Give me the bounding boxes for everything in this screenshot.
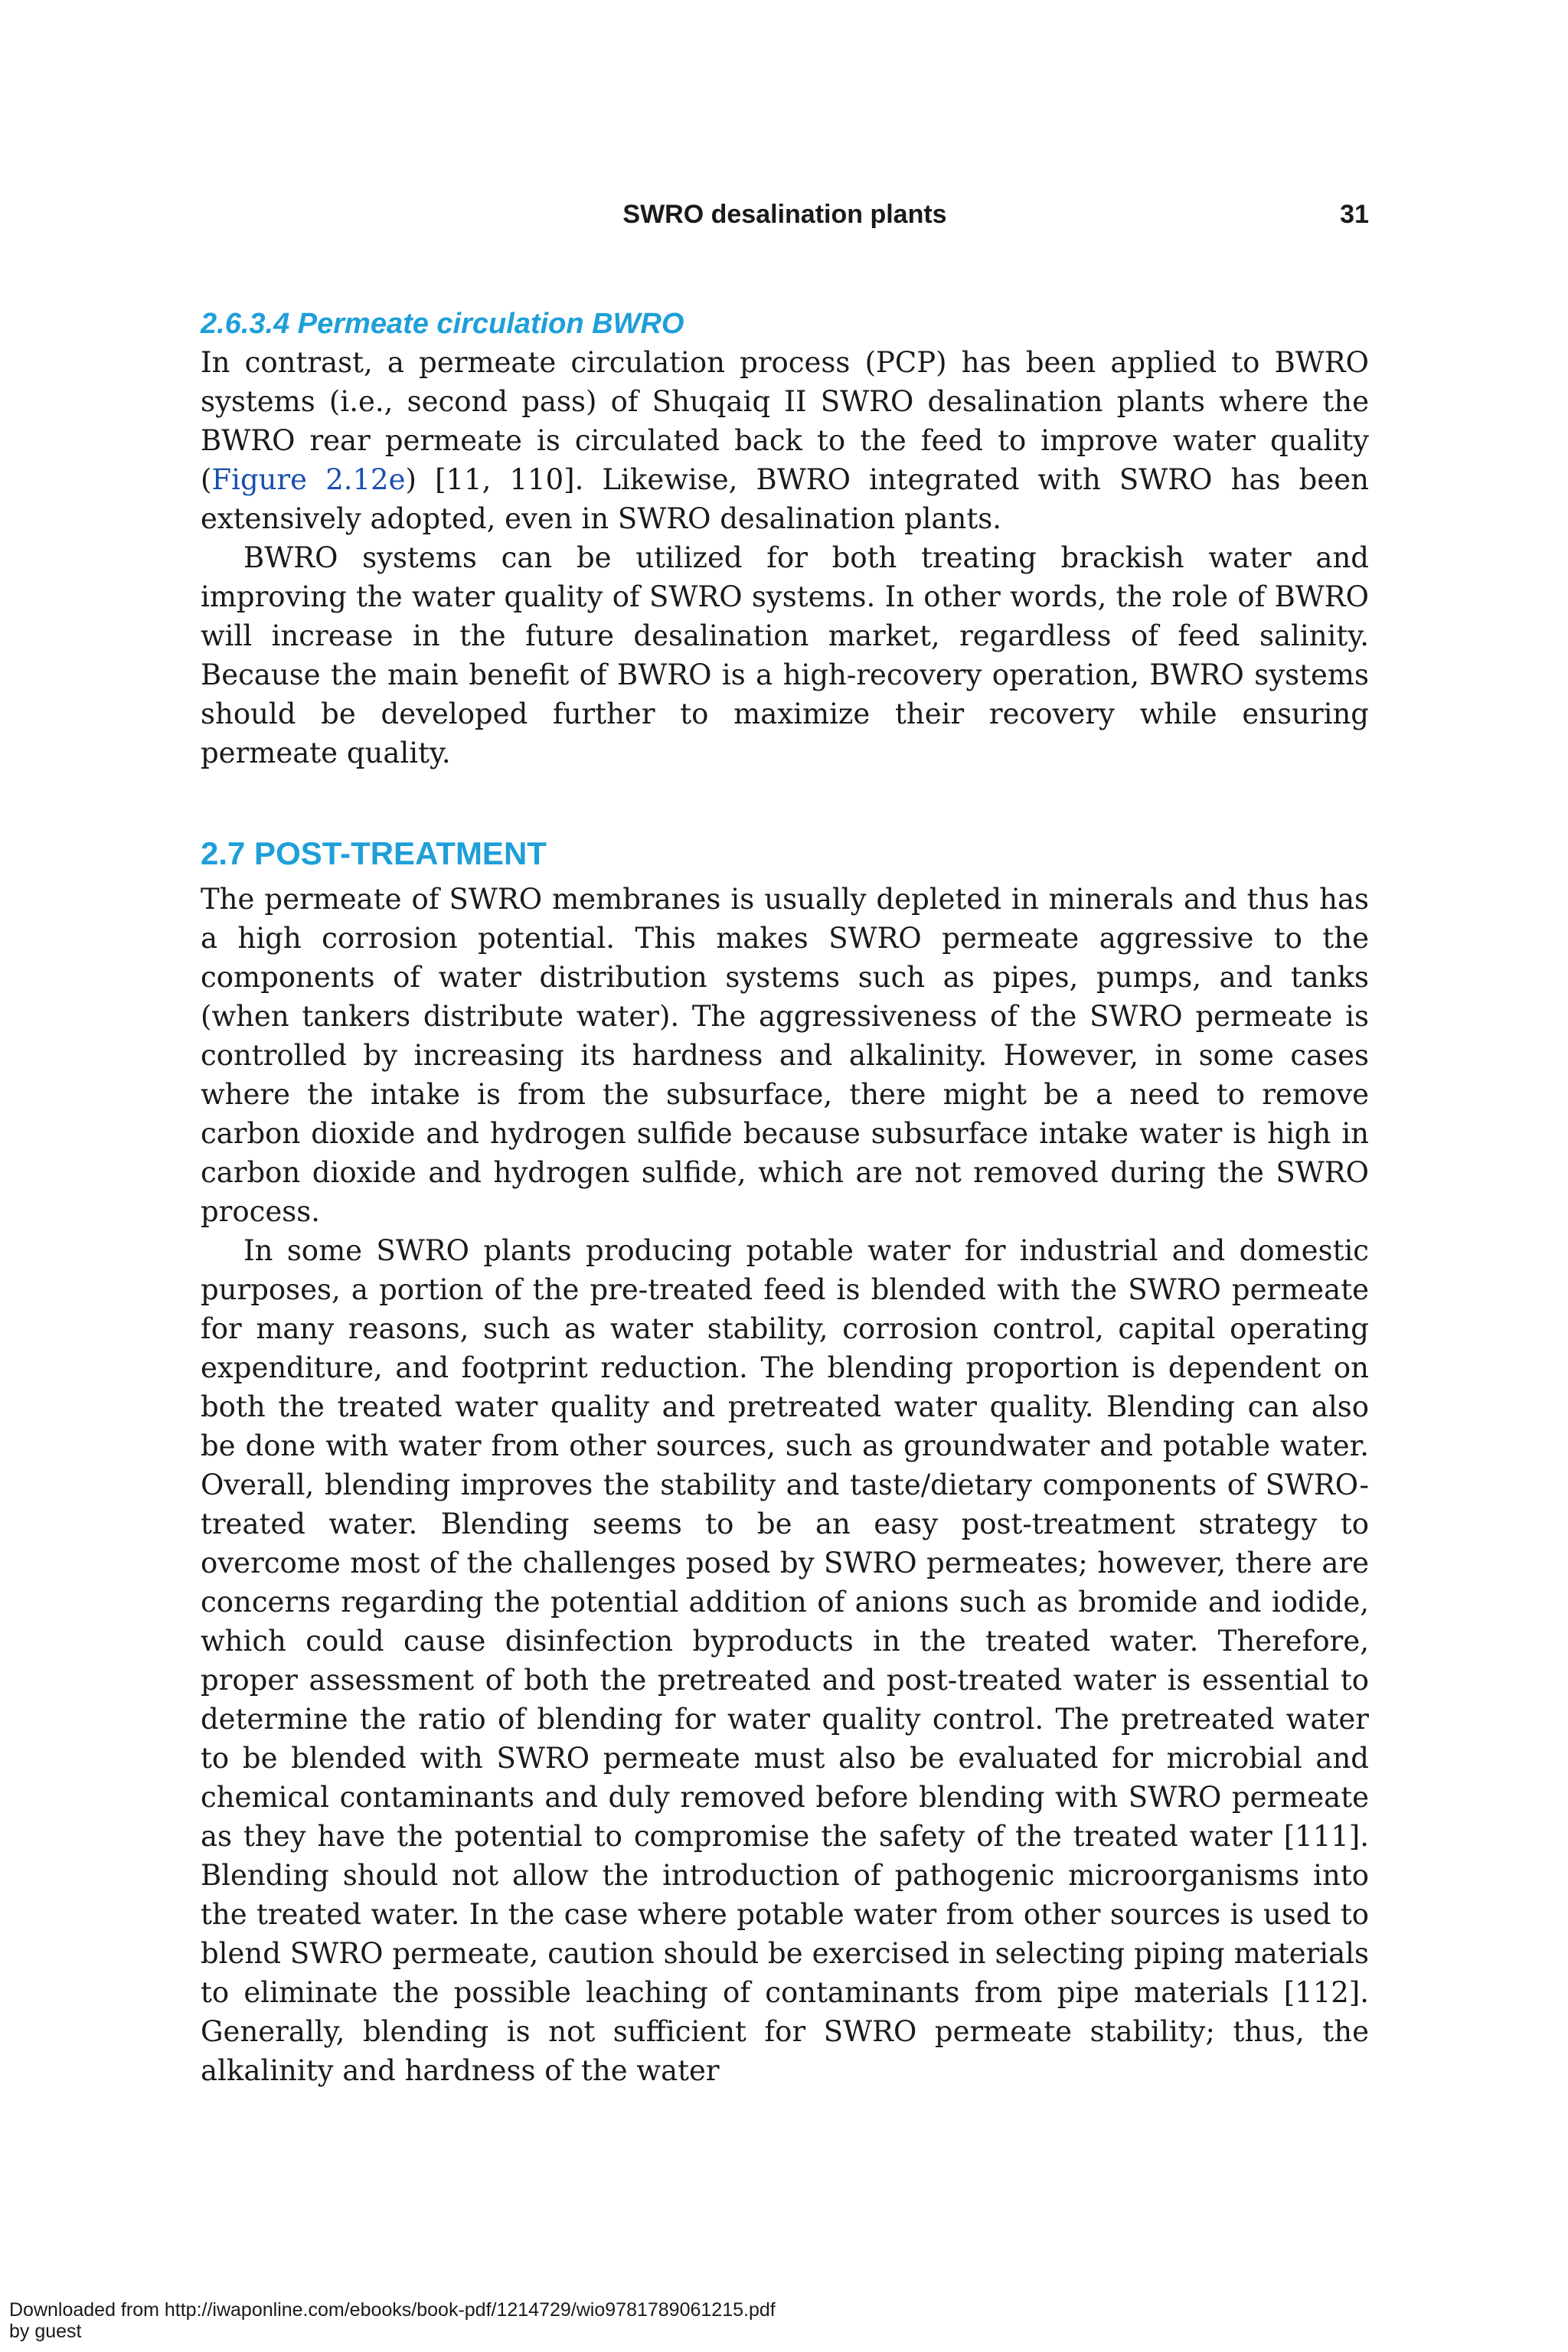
footer-download-line: Downloaded from http://iwaponline.com/ebooks/book-pdf/1214729/wio9781789061215.pdf xyxy=(9,2299,776,2321)
figure-reference-link[interactable]: Figure 2.12e xyxy=(211,463,406,496)
paragraph-text: ) [11, 110]. Likewise, BWRO integrated with SWRO has been extensively adopted, even in SWRO desalination plants. xyxy=(201,463,1369,535)
footer-guest-line: by guest xyxy=(9,2321,82,2342)
page-number: 31 xyxy=(1340,200,1369,229)
paragraph-post-treatment-2: In some SWRO plants producing potable water for industrial and domestic purposes, a portion of the pre-treated feed is blended with the SWRO permeate for many reasons, such as water stability, corrosion control, capital operating expenditure, and footprint reduction. The blending proportion is dependent on both the treated water quality and pretreated water quality. Blending can also be done with water from other sources, such as groundwater and potable water. Overall, blending improves the stability and taste/dietary components of SWRO-treated water. Blending seems to be an easy post-treatment strategy to overcome most of the challenges posed by SWRO permeates; however, there are concerns regarding the potential addition of anions such as bromide and iodide, which could cause disinfection byproducts in the treated water. Therefore, proper assessment of both the pretreated and post-treated water is essential to determine the ratio of blending for water quality control. The pretreated water to be blended with SWRO permeate must also be evaluated for microbial and chemical contaminants and duly removed before blending with SWRO permeate as they have the potential to compromise the safety of the treated water [111]. Blending should not allow the introduction of pathogenic microorganisms into the treated water. In the case where potable water from other sources is used to blend SWRO permeate, caution should be exercised in selecting piping materials to eliminate the possible leaching of contaminants from pipe materials [112]. Generally, blending is not sufficient for SWRO permeate stability; thus, the alkalinity and hardness of the water xyxy=(201,1234,1369,2087)
subsection-heading-permeate-circulation: 2.6.3.4 Permeate circulation BWRO xyxy=(201,308,684,340)
paragraph-pcp-2: BWRO systems can be utilized for both treating brackish water and improving the water quality of SWRO systems. In other words, the role of BWRO will increase in the future desalination market, regardless of feed salinity. Because the main benefit of BWRO is a high-recovery operation, BWRO systems should be developed further to maximize their recovery while ensuring permeate quality. xyxy=(201,541,1369,769)
paragraph-post-treatment-1: The permeate of SWRO membranes is usually depleted in minerals and thus has a high corrosion potential. This makes SWRO permeate aggressive to the components of water distribution systems such as pipes, pumps, and tanks (when tankers distribute water). The aggressiveness of the SWRO permeate is controlled by increasing its hardness and alkalinity. However, in some cases where the intake is from the subsurface, there might be a need to remove carbon dioxide and hydrogen sulfide because subsurface intake water is high in carbon dioxide and hydrogen sulfide, which are not removed during the SWRO process. xyxy=(201,883,1369,1228)
paragraph-text: In contrast, a permeate circulation process (PCP) has been applied to BWRO systems (i.e., second pass) of Shuqaiq II SWRO desalination plants where the BWRO rear permeate is circulated back to the feed to improve water quality ( xyxy=(201,346,1369,496)
download-footer xyxy=(9,2299,776,2342)
section-heading-post-treatment: 2.7 POST-TREATMENT xyxy=(201,835,547,871)
paragraph-pcp-1 xyxy=(201,343,1369,538)
running-head xyxy=(201,196,1369,233)
running-head-title: SWRO desalination plants xyxy=(622,200,947,229)
page-body xyxy=(201,305,1369,2090)
